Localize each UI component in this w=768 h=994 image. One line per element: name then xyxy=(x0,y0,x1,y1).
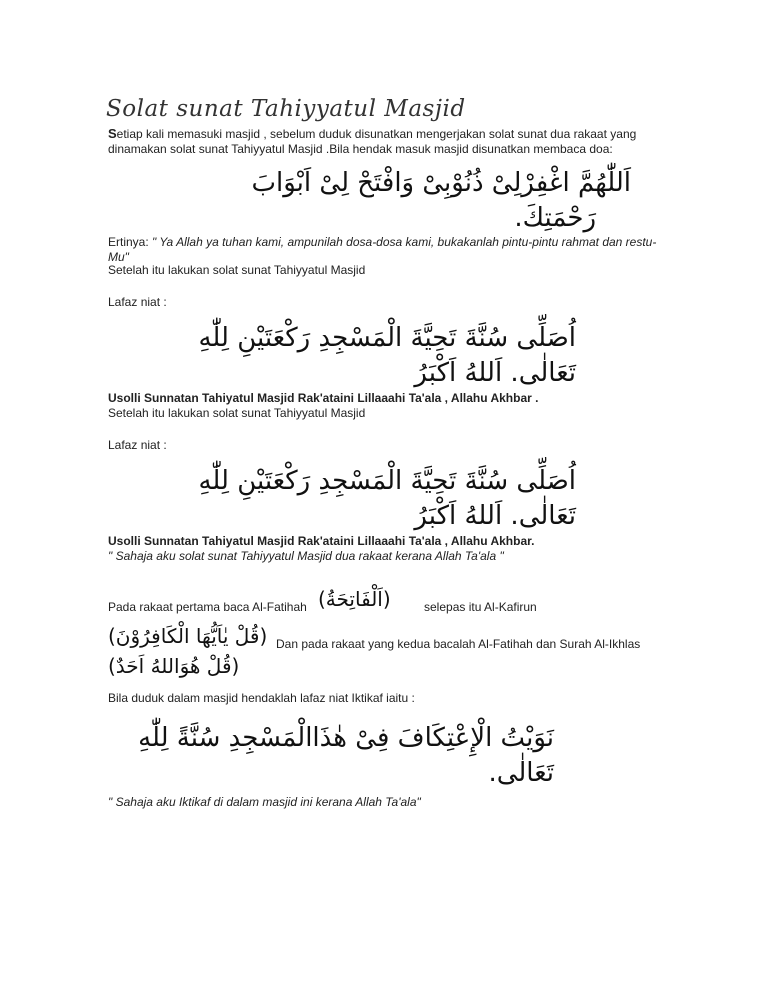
intro-line-1: etiap kali memasuki masjid , sebelum duduk disunatkan mengerjakan solat sunat dua rakaat yang xyxy=(116,127,637,141)
section2-arabic-line-1: اُصَلِّى سُنَّةَ تَحِيَّةَ الْمَسْجِدِ رَكْعَتَيْنِ لِلّٰهِ xyxy=(198,466,576,496)
section2-meaning: " Sahaja aku solat sunat Tahiyyatul Masjid dua rakaat kerana Allah Ta'ala " xyxy=(108,549,504,563)
ertinya-paragraph xyxy=(108,235,668,265)
intro-line-2: dinamakan solat sunat Tahiyyatul Masjid .Bila hendak masuk masjid disunatkan membaca doa: xyxy=(108,142,613,156)
ertinya-text: " Ya Allah ya tuhan kami, ampunilah dosa-dosa kami, bukakanlah pintu-pintu rahmat dan restu-Mu" xyxy=(108,235,657,264)
section2-intro: Setelah itu lakukan solat sunat Tahiyyatul Masjid xyxy=(108,406,366,420)
section2-lafaz-label: Lafaz niat : xyxy=(108,438,167,452)
section1-intro: Setelah itu lakukan solat sunat Tahiyyatul Masjid xyxy=(108,263,366,277)
section2-rumi: Usolli Sunnatan Tahiyatul Masjid Rak'ataini Lillaaahi Ta'ala , Allahu Akhbar. xyxy=(108,534,535,548)
section1-rumi: Usolli Sunnatan Tahiyatul Masjid Rak'ataini Lillaaahi Ta'ala , Allahu Akhbar . xyxy=(108,391,539,405)
iktikaf-meaning: " Sahaja aku Iktikaf di dalam masjid ini kerana Allah Ta'ala" xyxy=(108,795,421,809)
section2-arabic-line-2: تَعَالٰى. اَللهُ اَكْبَرُ xyxy=(414,501,576,531)
rakaat-first-after: selepas itu Al-Kafirun xyxy=(424,600,537,614)
page-title: Solat sunat Tahiyyatul Masjid xyxy=(106,96,466,122)
fatihah-arabic: (اَلْفَاتِحَةُ) xyxy=(318,587,391,611)
ertinya-label: Ertinya: xyxy=(108,235,153,249)
iktikaf-arabic-line-2: تَعَالٰى. xyxy=(488,758,554,788)
doa-arabic-line-1: اَللّٰهُمَّ اغْفِرْلِىْ ذُنُوْبِىْ وَافْتَحْ لِىْ اَبْوَابَ xyxy=(251,168,631,198)
doa-arabic-line-2: رَحْمَتِكَ. xyxy=(514,203,596,233)
section1-arabic-line-2: تَعَالٰى. اَللهُ اَكْبَرُ xyxy=(414,358,576,388)
iktikaf-intro: Bila duduk dalam masjid hendaklah lafaz niat Iktikaf iaitu : xyxy=(108,691,415,705)
section1-arabic-line-1: اُصَلِّى سُنَّةَ تَحِيَّةَ الْمَسْجِدِ رَكْعَتَيْنِ لِلّٰهِ xyxy=(198,323,576,353)
iktikaf-arabic-line-1: نَوَيْتُ الْإِعْتِكَافَ فِىْ هٰذَاالْمَسْجِدِ سُنَّةً لِلّٰهِ xyxy=(138,723,554,753)
ikhlas-arabic: (قُلْ هُوَاللهُ اَحَدٌ) xyxy=(108,654,240,678)
intro-paragraph xyxy=(108,126,668,157)
rakaat-first-text: Pada rakaat pertama baca Al-Fatihah xyxy=(108,600,307,614)
drop-cap-letter: S xyxy=(108,126,117,141)
rakaat-second-text: Dan pada rakaat yang kedua bacalah Al-Fatihah dan Surah Al-Ikhlas xyxy=(276,637,641,651)
section1-lafaz-label: Lafaz niat : xyxy=(108,295,167,309)
kafirun-arabic: (قُلْ يٰاَيُّهَا الْكَافِرُوْنَ) xyxy=(108,624,268,648)
